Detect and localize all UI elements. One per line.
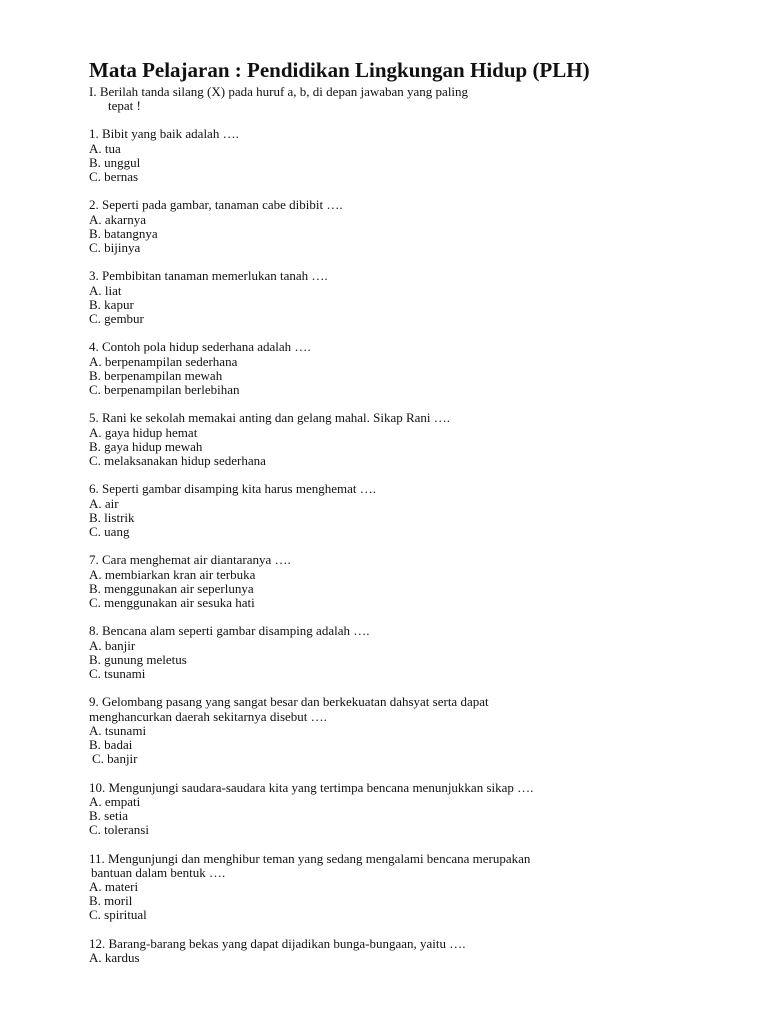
question-10	[89, 781, 729, 838]
option-c: C. gembur	[89, 311, 144, 327]
option-c: C. banjir	[92, 751, 138, 767]
option-a: A. air	[89, 495, 119, 511]
question-text: 2. Seperti pada gambar, tanaman cabe dibibit ….	[89, 197, 343, 213]
option-b: B. kapur	[89, 296, 134, 312]
option-b: B. badai	[89, 737, 133, 753]
question-text: 6. Seperti gambar disamping kita harus menghemat ….	[89, 481, 377, 497]
option-b: B. setia	[89, 808, 128, 824]
question-2	[89, 198, 729, 255]
question-12	[89, 937, 729, 965]
option-b: B. gaya hidup mewah	[89, 438, 203, 454]
exam-page	[89, 58, 729, 979]
question-text: 4. Contoh pola hidup sederhana adalah ….	[89, 339, 311, 355]
option-b: B. listrik	[89, 509, 135, 525]
option-b: B. batangnya	[89, 225, 158, 241]
question-5	[89, 411, 729, 468]
question-text: 12. Barang-barang bekas yang dapat dijadikan bunga-bungaan, yaitu ….	[89, 935, 466, 951]
option-c: C. berpenampilan berlebihan	[89, 382, 240, 398]
question-11	[89, 852, 729, 923]
option-a: A. berpenampilan sederhana	[89, 353, 238, 369]
option-c: C. tsunami	[89, 666, 146, 682]
question-list	[89, 127, 729, 965]
option-a: A. empati	[89, 793, 141, 809]
option-a: A. materi	[89, 879, 139, 895]
option-b: B. gunung meletus	[89, 651, 187, 667]
option-c: C. toleransi	[89, 822, 149, 838]
option-a: A. kardus	[89, 950, 140, 966]
instruction	[89, 85, 729, 113]
option-a: A. banjir	[89, 637, 136, 653]
option-a: A. tua	[89, 140, 121, 156]
option-b: B. moril	[89, 893, 133, 909]
question-text: 3. Pembibitan tanaman memerlukan tanah ….	[89, 268, 328, 284]
option-c: C. melaksanakan hidup sederhana	[89, 453, 266, 469]
option-b: B. unggul	[89, 154, 141, 170]
question-6	[89, 482, 729, 539]
question-text: 10. Mengunjungi saudara-saudara kita yang tertimpa bencana menunjukkan sikap ….	[89, 779, 534, 795]
question-text-continued: menghancurkan daerah sekitarnya disebut ….	[89, 708, 327, 724]
option-c: C. bernas	[89, 169, 139, 185]
question-4	[89, 340, 729, 397]
option-b: B. menggunakan air seperlunya	[89, 580, 254, 596]
page-title: Mata Pelajaran : Pendidikan Lingkungan Hidup (PLH)	[89, 58, 590, 82]
option-a: A. membiarkan kran air terbuka	[89, 566, 256, 582]
option-c: C. uang	[89, 524, 130, 540]
option-c: C. menggunakan air sesuka hati	[89, 595, 255, 611]
option-a: A. liat	[89, 282, 122, 298]
question-text: 11. Mengunjungi dan menghibur teman yang sedang mengalami bencana merupakan	[89, 850, 531, 866]
question-text: 5. Rani ke sekolah memakai anting dan gelang mahal. Sikap Rani ….	[89, 410, 451, 426]
option-b: B. berpenampilan mewah	[89, 367, 223, 383]
question-1	[89, 127, 729, 184]
option-c: C. spiritual	[89, 907, 147, 923]
question-text: 8. Bencana alam seperti gambar disamping adalah ….	[89, 623, 370, 639]
option-a: A. akarnya	[89, 211, 147, 227]
option-a: A. tsunami	[89, 722, 147, 738]
question-text: 7. Cara menghemat air diantaranya ….	[89, 552, 291, 568]
question-text: 1. Bibit yang baik adalah ….	[89, 126, 239, 142]
question-text-continued: bantuan dalam bentuk ….	[91, 864, 226, 880]
instruction-line-2: tepat !	[108, 98, 141, 114]
option-c: C. bijinya	[89, 240, 141, 256]
question-8	[89, 624, 729, 681]
question-text: 9. Gelombang pasang yang sangat besar dan berkekuatan dahsyat serta dapat	[89, 694, 489, 710]
option-a: A. gaya hidup hemat	[89, 424, 198, 440]
question-7	[89, 553, 729, 610]
instruction-line-1: I. Berilah tanda silang (X) pada huruf a, b, di depan jawaban yang paling	[89, 84, 469, 99]
question-9	[89, 695, 729, 766]
question-3	[89, 269, 729, 326]
